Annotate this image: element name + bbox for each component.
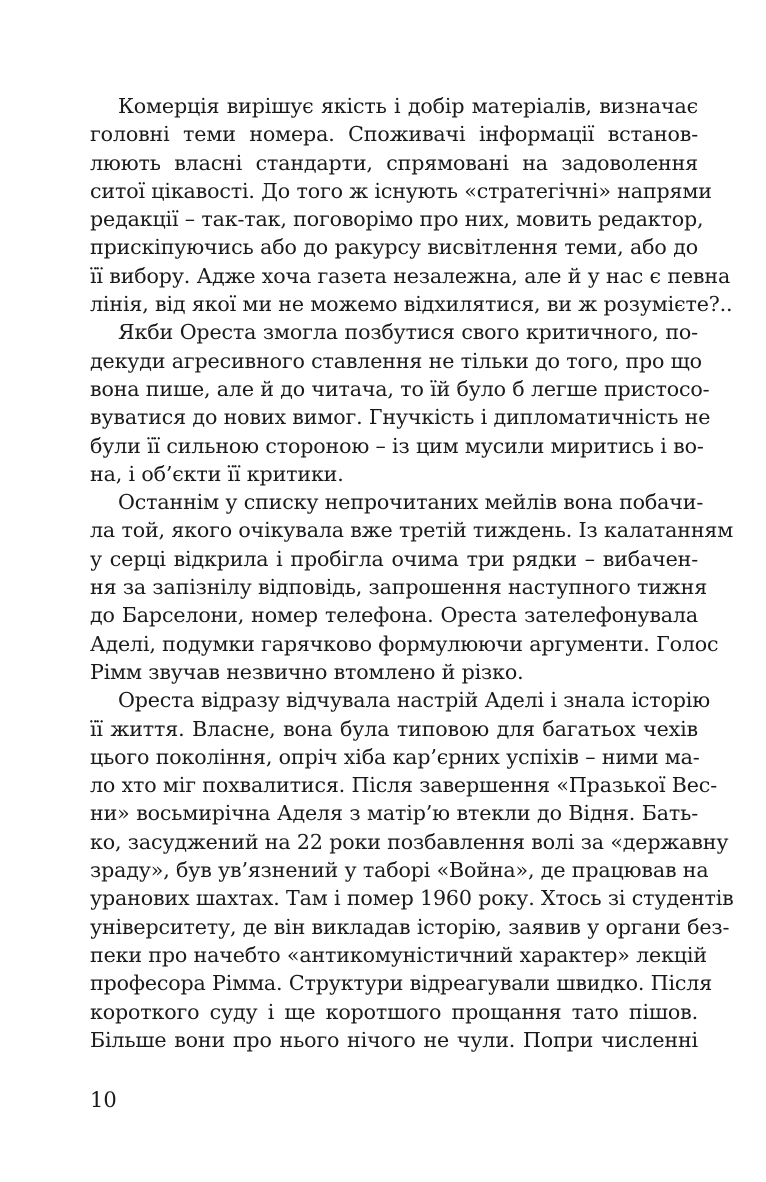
text-line: на, і об’єкти її критики.: [90, 461, 344, 486]
paragraph: [90, 92, 733, 318]
text-line: ни» восьмирічна Аделя з матір’ю втекли до Відня. Бать-: [90, 801, 698, 826]
text-line: Рімм звучав незвично втомлено й різко.: [90, 659, 524, 684]
text-line: ло хто міг похвалитися. Після завершення «Празької Вес-: [90, 773, 717, 798]
text-line: вона пише, але й до читача, то їй було б легше пристосо-: [90, 376, 710, 401]
page-text-block: [90, 92, 734, 1054]
text-line: короткого суду і ще коротшого прощання тато пішов.: [90, 999, 698, 1024]
text-line: редакції – так-так, поговорімо про них, мовить редактор,: [90, 207, 704, 232]
text-line: лінія, від якої ми не можемо відхилятися, ви ж розумієте?..: [90, 292, 733, 317]
paragraph: [90, 686, 734, 1054]
text-line: її вибору. Адже хоча газета незалежна, але й у нас є певна: [90, 263, 731, 288]
text-line: ня за запізнілу відповідь, запрошення наступного тижня: [90, 575, 708, 600]
text-line: Більше вони про нього нічого не чули. Попри численні: [90, 1027, 698, 1052]
text-line: до Барселони, номер телефона. Ореста зателефонувала: [90, 603, 698, 628]
text-line: університету, де він викладав історію, заявив у органи без-: [90, 914, 730, 939]
paragraph: [90, 488, 734, 686]
text-line: люють власні стандарти, спрямовані на задоволення: [90, 150, 698, 175]
text-line: цього покоління, опріч хіба кар’єрних успіхів – ними ма-: [90, 744, 700, 769]
text-line: декуди агресивного ставлення не тільки до того, про що: [90, 348, 702, 373]
text-line: її життя. Власне, вона була типовою для багатьох чехів: [90, 716, 698, 741]
paragraph: [90, 318, 711, 488]
text-line: були її сильною стороною – із цим мусили миритись і во-: [90, 433, 704, 458]
text-line: ла той, якого очікувала вже третій тиждень. Із калатанням: [90, 518, 734, 543]
text-line: професора Рімма. Структури відреагували швидко. Після: [90, 971, 713, 996]
text-line: ситої цікавості. До того ж існують «стратегічні» напрями: [90, 178, 712, 203]
text-line: ко, засуджений на 22 роки позбавлення волі за «державну: [90, 829, 729, 854]
text-line: у серці відкрила і пробігла очима три рядки – вибачен-: [90, 546, 698, 571]
text-line: Комерція вирішує якість і добір матеріалів, визначає: [118, 94, 698, 118]
text-line: вуватися до нових вимог. Гнучкість і дипломатичність не: [90, 405, 711, 430]
text-line: пеки про начебто «антикомуністичний характер» лекцій: [90, 942, 707, 967]
text-line: зраду», був ув’язнений у таборі «Война», де працював на: [90, 858, 709, 883]
text-line: прискіпуючись або до ракурсу висвітлення теми, або до: [90, 235, 698, 260]
text-line: уранових шахтах. Там і помер 1960 року. Хтось зі студентів: [90, 886, 734, 911]
text-line: головні теми номера. Споживачі інформації встанов-: [90, 122, 698, 147]
text-line: Аделі, подумки гарячково формулюючи аргументи. Голос: [90, 631, 719, 656]
text-line: Якби Ореста змогла позбутися свого критичного, по-: [118, 320, 698, 345]
text-line: Ореста відразу відчувала настрій Аделі і знала історію: [118, 688, 711, 713]
page-number: 10: [90, 1088, 117, 1112]
text-line: Останнім у списку непрочитаних мейлів вона побачи-: [118, 490, 704, 515]
